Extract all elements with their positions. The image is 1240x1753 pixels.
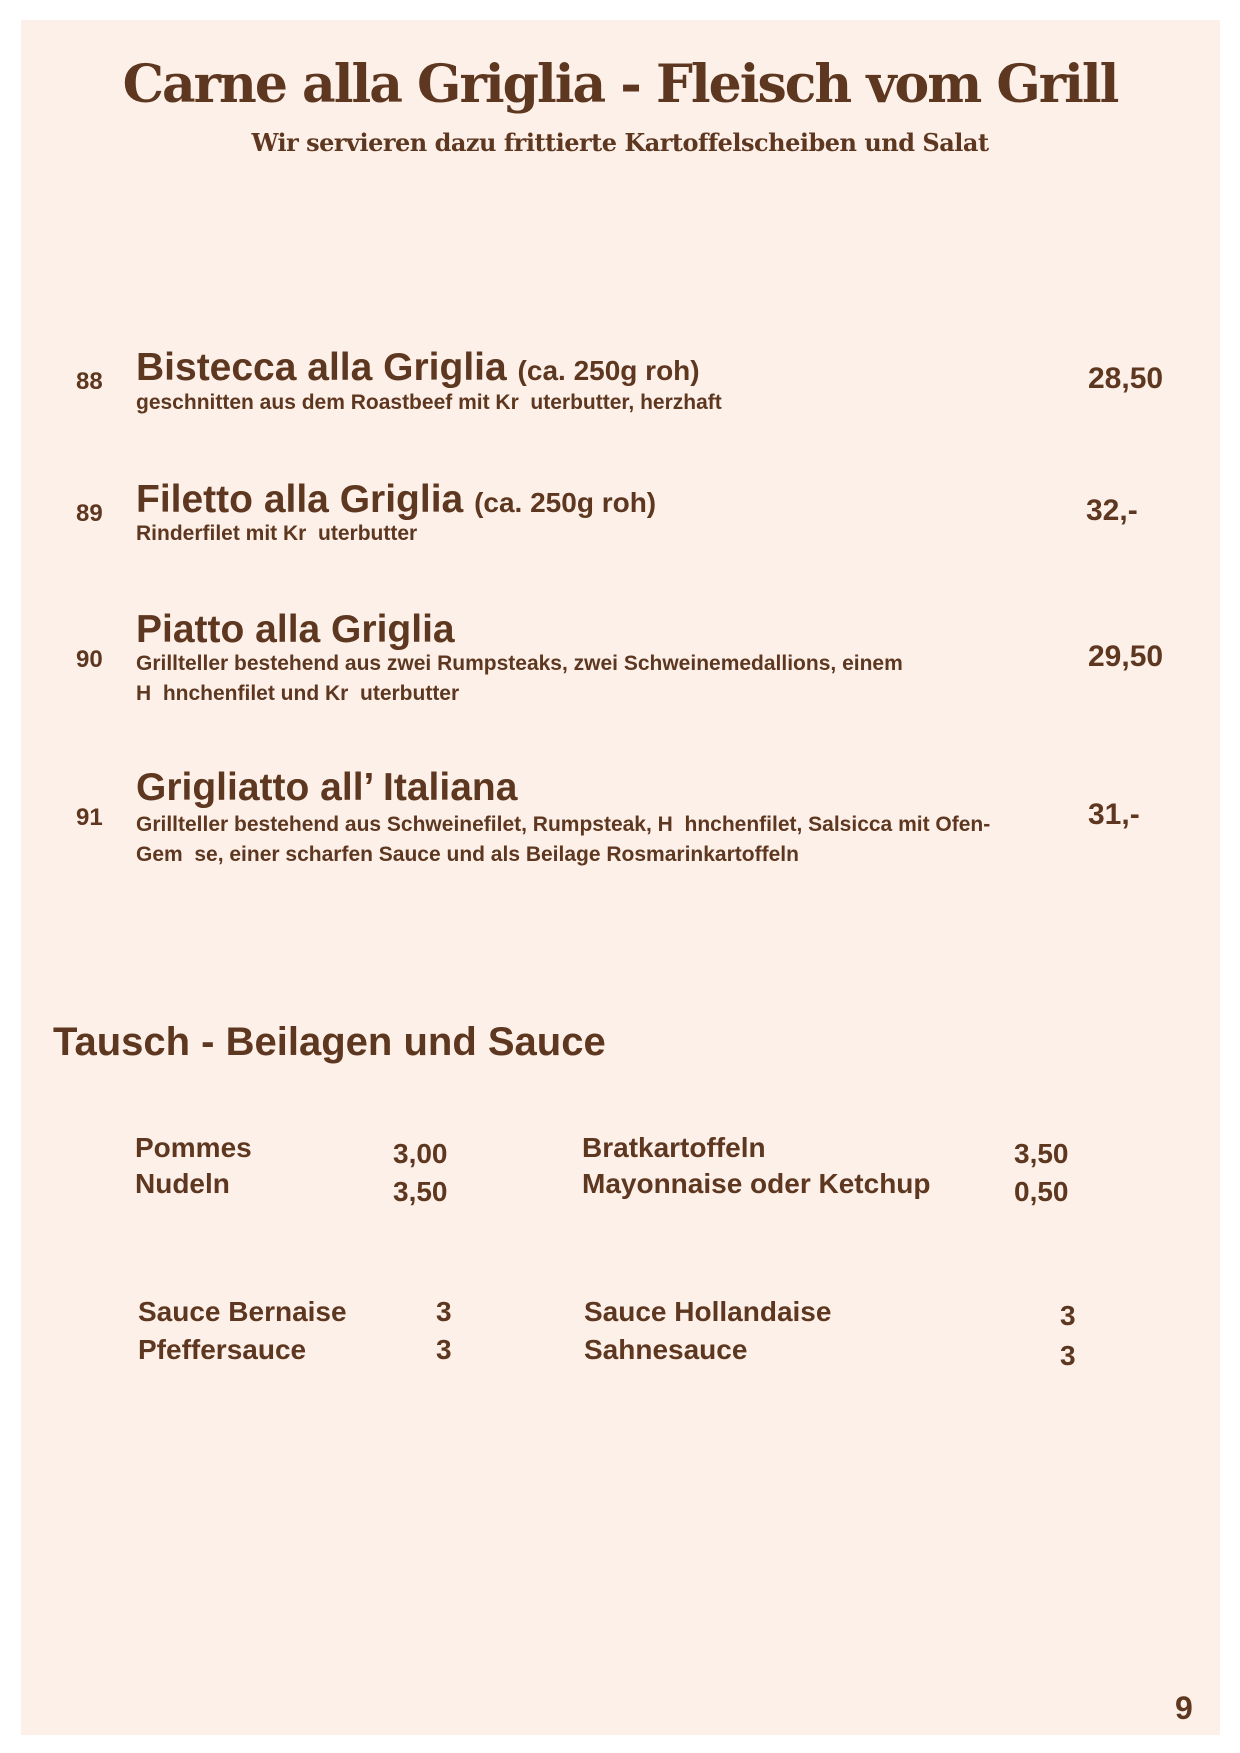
sauce-price: 3 [1060, 1300, 1076, 1331]
side-price: 3,50 [393, 1176, 448, 1207]
item-name [136, 478, 656, 525]
page-title: Carne alla Griglia - Fleisch vom Grill [122, 54, 1118, 115]
side-name: Mayonnaise oder Ketchup [582, 1168, 931, 1199]
section-heading: Tausch - Beilagen und Sauce [53, 1020, 606, 1064]
item-description: Grillteller bestehend aus zwei Rumpsteaks, zwei Schweinemedallions, einem H hnchenfilet und Kr uterbutter [136, 652, 903, 705]
sauce-price: 3 [436, 1334, 452, 1365]
sauce-name: Pfeffersauce [138, 1334, 307, 1365]
item-description: geschnitten aus dem Roastbeef mit Kr uterbutter, herzhaft [136, 391, 722, 414]
item-title: Filetto alla Griglia [136, 478, 464, 521]
item-number: 89 [76, 500, 103, 527]
item-description: Grillteller bestehend aus Schweinefilet, Rumpsteak, H hnchenfilet, Salsicca mit Ofen-Gem se, einer scharfen Sauce und als Beilage Rosmarinkartoffeln [136, 813, 991, 866]
page-subtitle: Wir servieren dazu frittierte Kartoffelscheiben und Salat [251, 128, 989, 157]
item-price: 31,- [1088, 798, 1140, 831]
sauce-name: Sahnesauce [584, 1334, 748, 1365]
menu-page [21, 20, 1220, 1735]
item-weight: (ca. 250g roh) [474, 487, 657, 518]
sauce-name: Sauce Bernaise [138, 1296, 347, 1327]
item-price: 32,- [1086, 494, 1138, 527]
item-number: 90 [76, 646, 103, 673]
sauce-price: 3 [436, 1296, 452, 1327]
item-title: Bistecca alla Griglia [136, 346, 507, 389]
item-name: Grigliatto all’ Italiana [136, 766, 518, 809]
side-name: Bratkartoffeln [582, 1132, 766, 1163]
item-price: 29,50 [1088, 640, 1164, 673]
item-number: 91 [76, 804, 103, 831]
page-number: 9 [1175, 1690, 1193, 1726]
side-price: 3,50 [1014, 1138, 1069, 1169]
item-number: 88 [76, 368, 103, 395]
item-weight: (ca. 250g roh) [517, 355, 700, 386]
item-name: Piatto alla Griglia [136, 608, 455, 651]
side-price: 0,50 [1014, 1176, 1069, 1207]
sauce-name: Sauce Hollandaise [584, 1296, 832, 1327]
side-name: Pommes [135, 1132, 252, 1163]
item-description: Rinderfilet mit Kr uterbutter [136, 522, 418, 545]
sauce-price: 3 [1060, 1340, 1076, 1371]
side-price: 3,00 [393, 1138, 448, 1169]
side-name: Nudeln [135, 1168, 230, 1199]
item-price: 28,50 [1088, 362, 1164, 395]
item-name [136, 346, 700, 393]
